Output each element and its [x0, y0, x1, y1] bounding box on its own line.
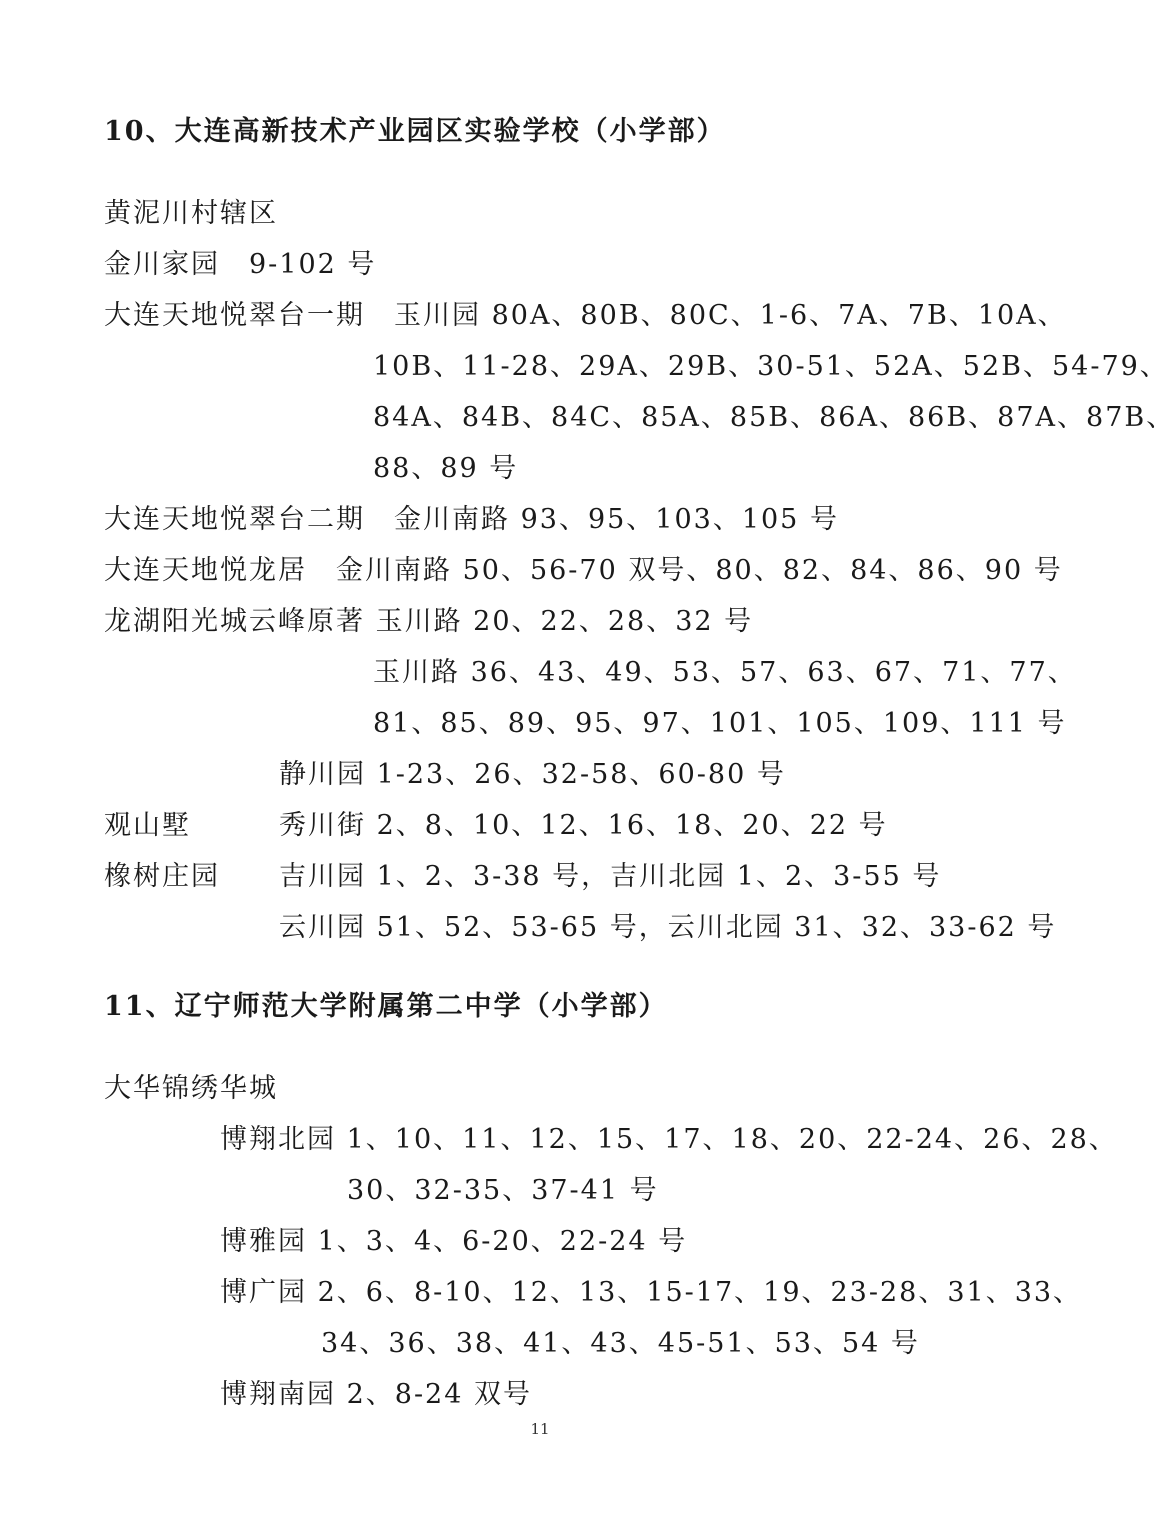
- address-line: 81、85、89、95、97、101、105、109、111 号: [373, 708, 1067, 739]
- address-line: 大连天地悦翠台一期 玉川园 80A、80B、80C、1-6、7A、7B、10A、: [104, 300, 1067, 331]
- address-line: 博雅园 1、3、4、6-20、22-24 号: [220, 1226, 688, 1257]
- address-line: 静川园 1-23、26、32-58、60-80 号: [279, 759, 786, 790]
- section-11-area: 大华锦绣华城: [104, 1073, 278, 1104]
- address-line: 30、32-35、37-41 号: [347, 1175, 659, 1206]
- address-line: 10B、11-28、29A、29B、30-51、52A、52B、54-79、: [373, 351, 1169, 382]
- estate-name: 观山墅: [104, 810, 191, 841]
- address-line: 博翔南园 2、8-24 双号: [220, 1379, 533, 1410]
- section-10-area: 黄泥川村辖区: [104, 198, 278, 229]
- section-10-title: 10、大连高新技术产业园区实验学校（小学部）: [104, 116, 726, 147]
- address-line: 大连天地悦龙居 金川南路 50、56-70 双号、80、82、84、86、90 号: [104, 555, 1063, 586]
- address-line: 34、36、38、41、43、45-51、53、54 号: [321, 1328, 920, 1359]
- page-number: 11: [530, 1420, 550, 1438]
- address-line: 玉川路 36、43、49、53、57、63、67、71、77、: [373, 657, 1077, 688]
- address-line: 秀川街 2、8、10、12、16、18、20、22 号: [279, 810, 888, 841]
- address-line: 云川园 51、52、53-65 号，云川北园 31、32、33-62 号: [279, 912, 1057, 943]
- address-line: 博翔北园 1、10、11、12、15、17、18、20、22-24、26、28、: [220, 1124, 1118, 1155]
- address-line: 博广园 2、6、8-10、12、13、15-17、19、23-28、31、33、: [220, 1277, 1083, 1308]
- address-line: 大连天地悦翠台二期 金川南路 93、95、103、105 号: [104, 504, 839, 535]
- section-11-title: 11、辽宁师范大学附属第二中学（小学部）: [104, 991, 668, 1022]
- address-line: 龙湖阳光城云峰原著 玉川路 20、22、28、32 号: [104, 606, 754, 637]
- address-line: 金川家园 9-102 号: [104, 249, 377, 280]
- address-line: 84A、84B、84C、85A、85B、86A、86B、87A、87B、: [373, 402, 1175, 433]
- estate-name: 橡树庄园: [104, 861, 220, 892]
- address-line: 88、89 号: [373, 453, 519, 484]
- address-line: 吉川园 1、2、3-38 号，吉川北园 1、2、3-55 号: [279, 861, 942, 892]
